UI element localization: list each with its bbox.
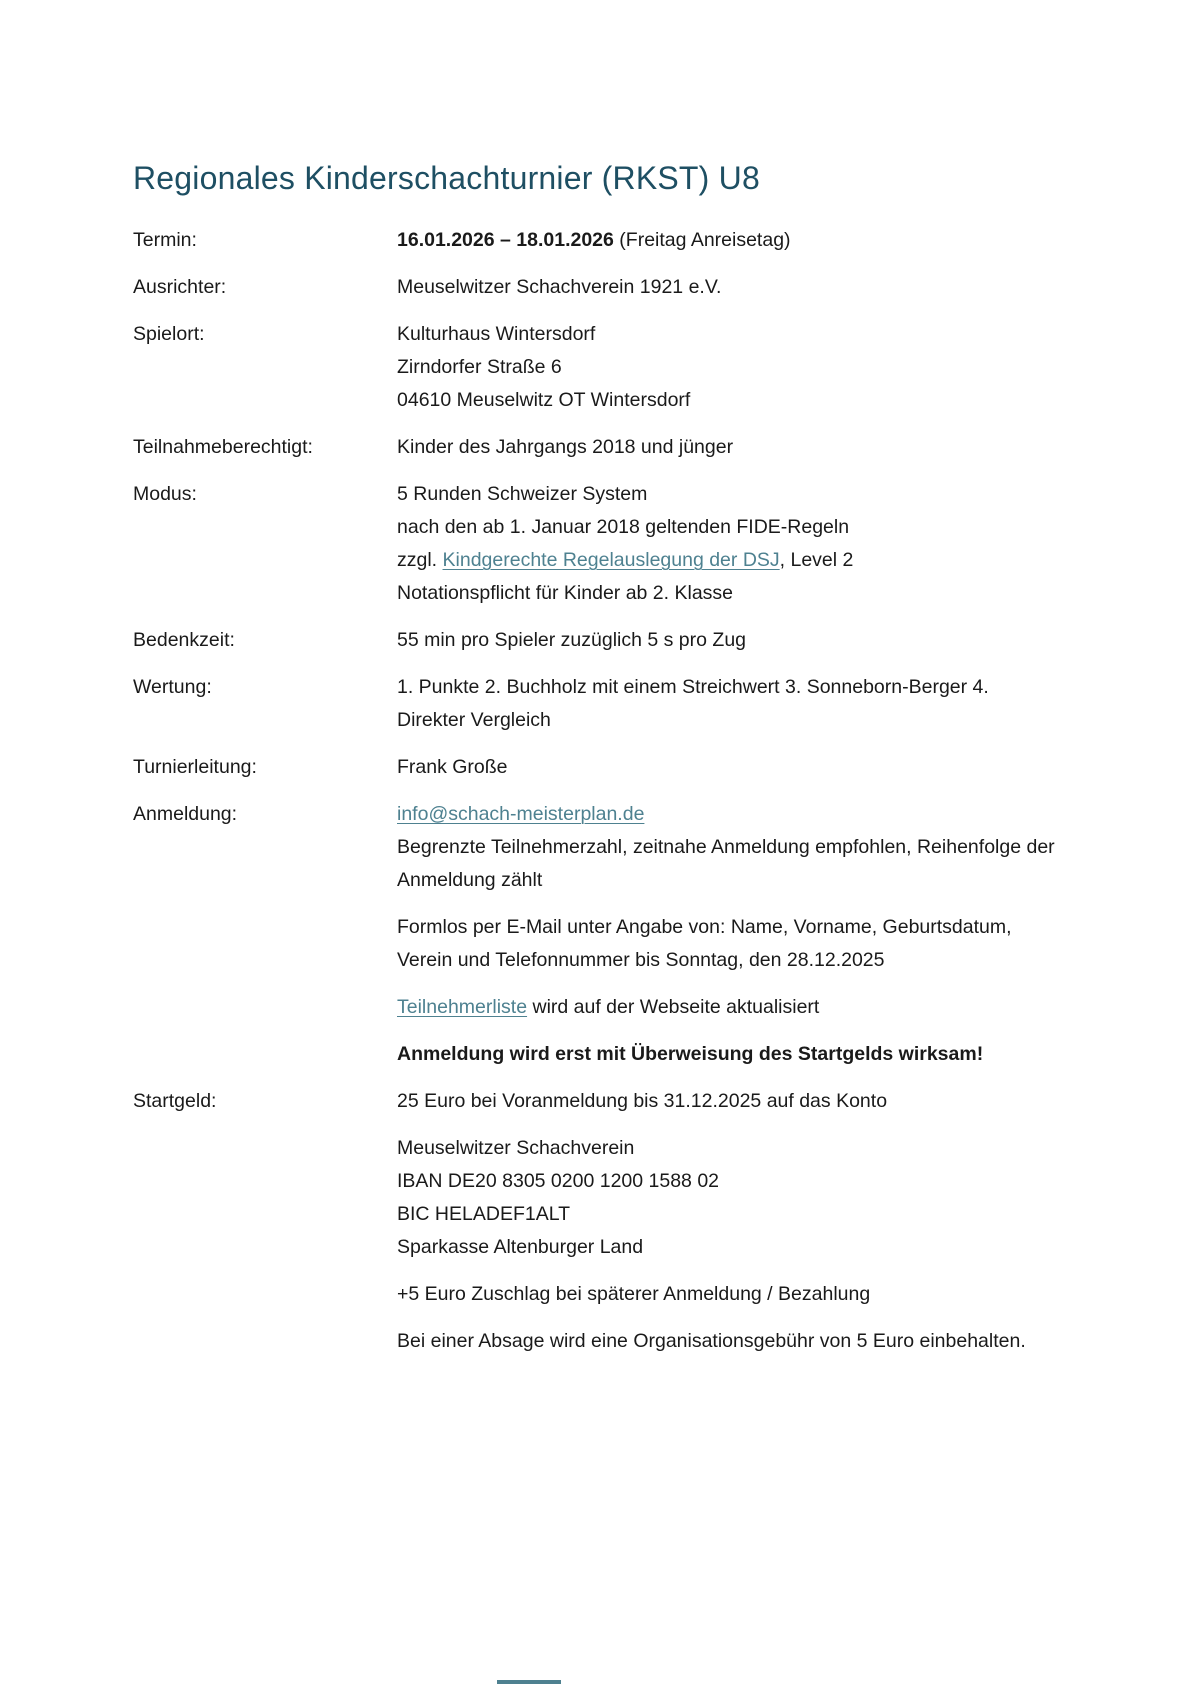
dsj-rules-link[interactable]: Kindgerechte Regelauslegung der DSJ (442, 549, 780, 571)
anmeldung-contact (397, 798, 1062, 897)
row-startgeld (133, 1085, 1062, 1372)
bedenkzeit-text: 55 min pro Spieler zuzüglich 5 s pro Zug (397, 629, 747, 651)
field-value-termin (397, 224, 1062, 271)
row-modus (133, 478, 1062, 624)
spielort-line: Kulturhaus Wintersdorf (397, 323, 596, 345)
row-bedenkzeit (133, 624, 1062, 671)
modus-lines (397, 478, 1062, 610)
field-label-teilnahmeberechtigt: Teilnahmeberechtigt: (133, 436, 313, 458)
row-termin (133, 224, 1062, 271)
modus-line: 5 Runden Schweizer System (397, 483, 648, 505)
termin-text (397, 224, 1062, 257)
modus-line (397, 544, 1062, 577)
spielort-line: 04610 Meuselwitz OT Wintersdorf (397, 389, 691, 411)
field-value-wertung (397, 671, 1062, 751)
modus-line: Notationspflicht für Kinder ab 2. Klasse (397, 582, 734, 604)
anmeldung-howto: Formlos per E-Mail unter Angabe von: Name, Vorname, Geburtsdatum, Verein und Telefonnummer bis Sonntag, den 28.12.2025 (397, 916, 1012, 971)
anmeldung-note: Begrenzte Teilnehmerzahl, zeitnahe Anmeldung empfohlen, Reihenfolge der Anmeldung zählt (397, 836, 1055, 891)
field-label-turnierleitung: Turnierleitung: (133, 756, 257, 778)
field-value-bedenkzeit (397, 624, 1062, 671)
field-value-ausrichter (397, 271, 1062, 318)
row-spielort (133, 318, 1062, 431)
anmeldung-warning: Anmeldung wird erst mit Überweisung des Startgelds wirksam! (397, 1043, 984, 1065)
row-wertung (133, 671, 1062, 751)
row-ausrichter (133, 271, 1062, 318)
teilnahme-text: Kinder des Jahrgangs 2018 und jünger (397, 436, 734, 458)
field-label-bedenkzeit: Bedenkzeit: (133, 629, 235, 651)
field-value-modus (397, 478, 1062, 624)
ausrichter-text: Meuselwitzer Schachverein 1921 e.V. (397, 276, 722, 298)
field-value-teilnahmeberechtigt (397, 431, 1062, 478)
field-label-spielort: Spielort: (133, 323, 205, 345)
field-label-startgeld: Startgeld: (133, 1090, 217, 1112)
clipped-link-fragment[interactable] (497, 1680, 561, 1684)
startgeld-amount: 25 Euro bei Voranmeldung bis 31.12.2025 auf das Konto (397, 1090, 888, 1112)
bank-details (397, 1132, 1062, 1264)
modus-line3-suffix: , Level 2 (779, 549, 854, 571)
field-label-ausrichter: Ausrichter: (133, 276, 227, 298)
bank-line: Meuselwitzer Schachverein (397, 1137, 635, 1159)
field-value-anmeldung (397, 798, 1062, 1085)
field-value-spielort (397, 318, 1062, 431)
startgeld-cancellation: Bei einer Absage wird eine Organisationsgebühr von 5 Euro einbehalten. (397, 1330, 1026, 1352)
row-turnierleitung (133, 751, 1062, 798)
row-anmeldung (133, 798, 1062, 1085)
turnierleitung-text: Frank Große (397, 756, 508, 778)
anmeldung-list-line (397, 991, 1062, 1024)
participants-list-rest: wird auf der Webseite aktualisiert (527, 996, 820, 1018)
anmeldung-email-line (397, 798, 1062, 831)
field-label-anmeldung: Anmeldung: (133, 803, 238, 825)
modus-line3-prefix: zzgl. (397, 549, 443, 571)
participants-list-link[interactable]: Teilnehmerliste (397, 996, 528, 1018)
field-label-wertung: Wertung: (133, 676, 212, 698)
page-title: Regionales Kinderschachturnier (RKST) U8 (133, 160, 760, 196)
bank-line-bic: BIC HELADEF1ALT (397, 1203, 571, 1225)
wertung-text: 1. Punkte 2. Buchholz mit einem Streichwert 3. Sonneborn-Berger 4. Direkter Vergleich (397, 676, 989, 731)
spielort-line: Zirndorfer Straße 6 (397, 356, 562, 378)
field-label-modus: Modus: (133, 483, 197, 505)
bank-line: Sparkasse Altenburger Land (397, 1236, 644, 1258)
termin-note: (Freitag Anreisetag) (613, 229, 791, 251)
field-value-turnierleitung (397, 751, 1062, 798)
bank-line-iban: IBAN DE20 8305 0200 1200 1588 02 (397, 1170, 720, 1192)
row-teilnahmeberechtigt (133, 431, 1062, 478)
field-value-startgeld (397, 1085, 1062, 1372)
termin-date: 16.01.2026 – 18.01.2026 (397, 229, 614, 251)
modus-line: nach den ab 1. Januar 2018 geltenden FIDE-Regeln (397, 516, 850, 538)
startgeld-surcharge: +5 Euro Zuschlag bei späterer Anmeldung / Bezahlung (397, 1283, 871, 1305)
field-label-termin: Termin: (133, 229, 197, 251)
spielort-address (397, 318, 1062, 417)
email-link[interactable]: info@schach-meisterplan.de (397, 803, 645, 825)
